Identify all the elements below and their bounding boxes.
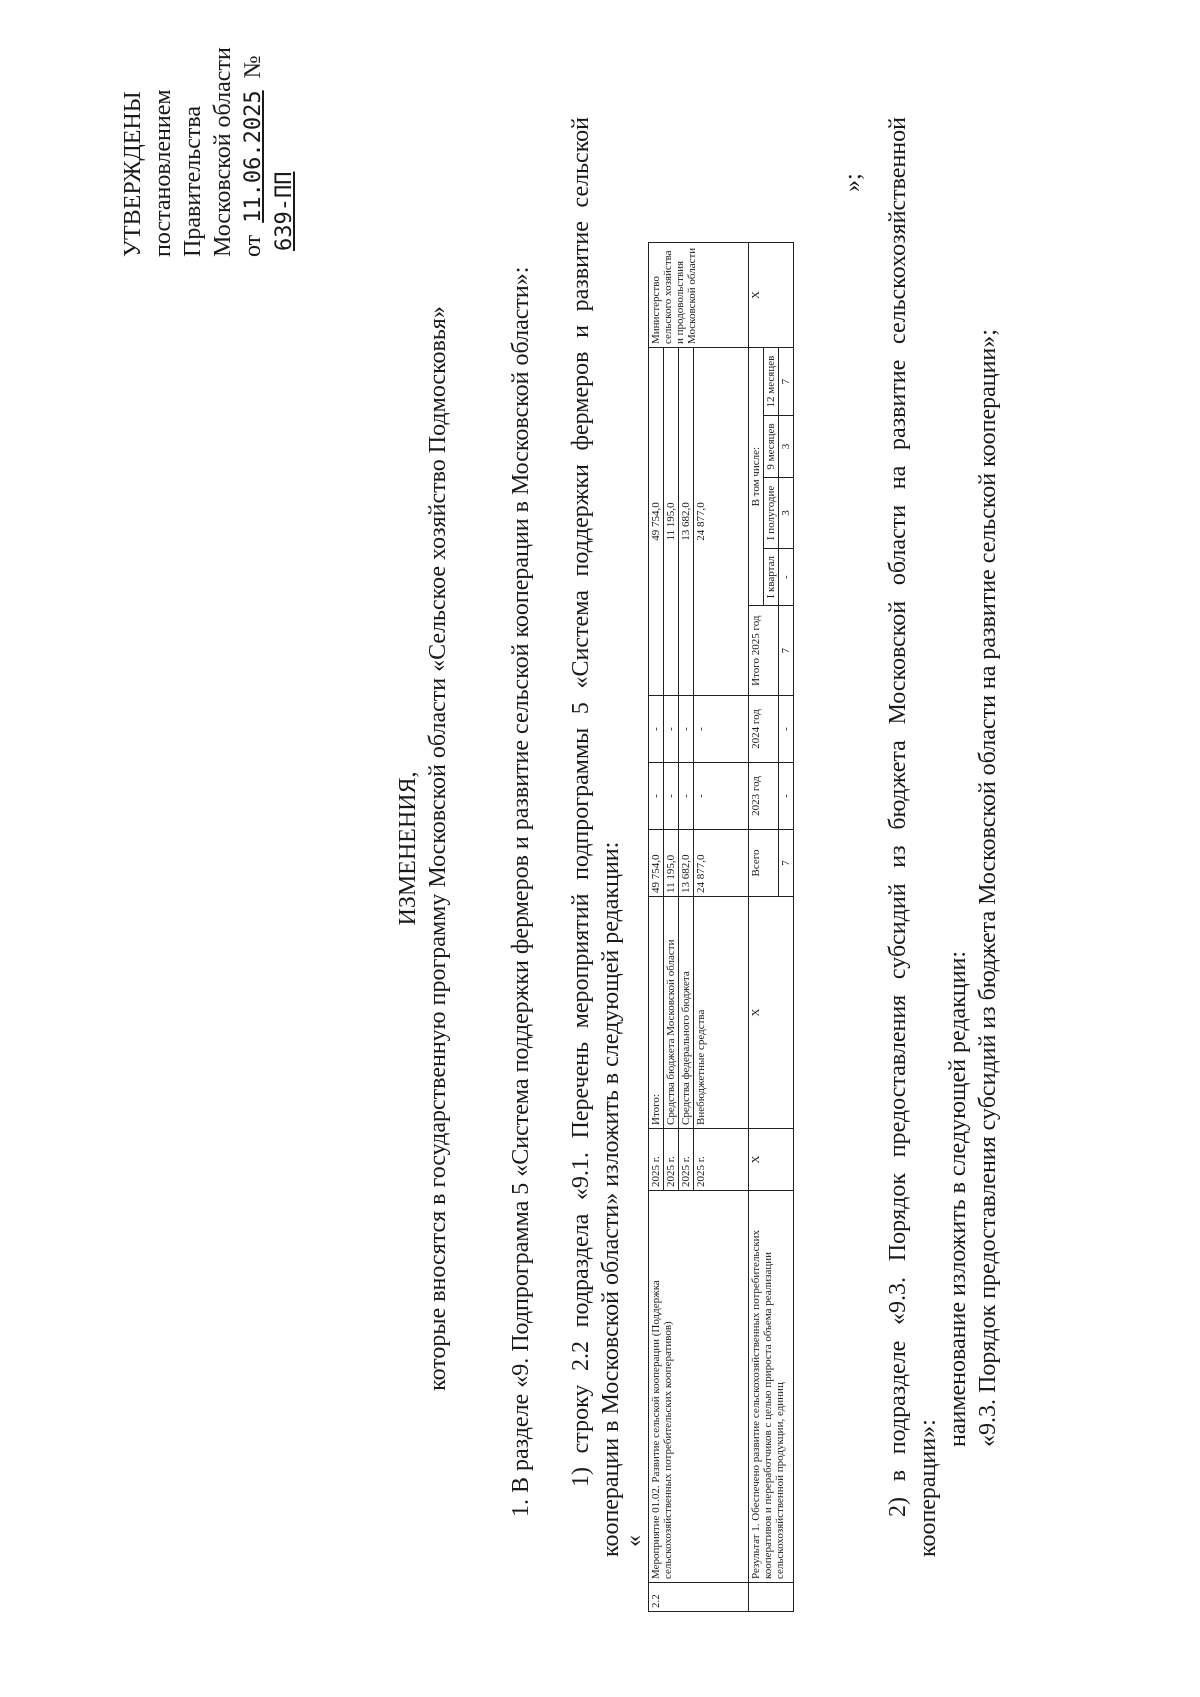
event-name: Мероприятие 01.02. Развитие сельской кооперации (Поддержка сельскохозяйственных потребительских кооперативов) — [649, 1191, 749, 1583]
cell-total: 24 877,0 — [694, 830, 749, 897]
result-text: Результат 1. Обеспечено развитие сельскохозяйственных потребительских кооперативов и переработчиков с целью прироста объема реализации сельскохозяйственной продукции, единиц — [749, 1191, 794, 1583]
value-12m: 7 — [779, 348, 794, 416]
paragraph-3: 2) в подразделе «9.3. Порядок предоставления субсидий из бюджета Московской области на развитие сельскохозяйственной кооперации»: — [885, 117, 941, 1557]
approval-number: 639-ПП — [272, 171, 297, 251]
header-total: Всего — [749, 830, 779, 897]
cell-year: 2025 г. — [664, 1129, 679, 1191]
approved-line1: постановлением Правительства — [150, 89, 206, 257]
cell-year: 2025 г. — [679, 1129, 694, 1191]
header-2025: Итого 2025 год — [749, 606, 779, 696]
value-h1: 3 — [779, 477, 794, 548]
approval-block — [118, 0, 300, 257]
cell-source: Итого: — [649, 897, 664, 1129]
approved-heading: УТВЕРЖДЕНЫ — [120, 91, 146, 257]
value-q1: - — [779, 549, 794, 606]
cell-2023: - — [694, 763, 749, 830]
cell-2024: - — [694, 696, 749, 763]
cell-2023: - — [649, 763, 664, 830]
cell-2024: - — [664, 696, 679, 763]
value-2024: - — [779, 696, 794, 763]
value-2023: - — [779, 763, 794, 830]
header-q1: I квартал — [764, 549, 779, 606]
cell-total: 11 195,0 — [664, 830, 679, 897]
date-prefix: от — [240, 234, 266, 257]
value-2025: 7 — [779, 606, 794, 696]
responsible: Министерство сельского хозяйства и продовольствия Московской области — [649, 243, 749, 348]
header-2023: 2023 год — [749, 763, 779, 830]
cell-source: Внебюджетные средства — [694, 897, 749, 1129]
paragraph-1: 1. В разделе «9. Подпрограмма 5 «Система поддержки фермеров и развитие сельской кооперации в Московской области»: — [508, 266, 534, 1517]
approved-date-line — [238, 0, 300, 257]
cell-2025: 49 754,0 — [649, 348, 664, 696]
cell-2024: - — [679, 696, 694, 763]
result-header-row — [749, 243, 764, 1612]
table-row — [649, 243, 664, 1612]
cell-source: Средства бюджета Московской области — [664, 897, 679, 1129]
header-including: В том числе: — [749, 348, 764, 606]
measures-table — [648, 242, 794, 1612]
cell-total: 13 682,0 — [679, 830, 694, 897]
value-total: 7 — [779, 830, 794, 897]
paragraph-5: «9.3. Порядок предоставления субсидий из бюджета Московской области на развитие сельской кооперации»; — [975, 329, 1001, 1447]
header-h1: I полугодие — [764, 477, 779, 548]
cell-total: 49 754,0 — [649, 830, 664, 897]
document-subtitle: которые вносятся в государственную программу Московской области «Сельское хозяйство Подмосковья» — [425, 306, 451, 1391]
cell-2024: - — [649, 696, 664, 763]
cell-source: Средства федерального бюджета — [679, 897, 694, 1129]
cell-2025: 24 877,0 — [694, 348, 749, 696]
row-number: 2.2 — [649, 1583, 749, 1612]
approval-date: 11.06.2025 — [241, 90, 266, 223]
quote-close: »; — [840, 173, 866, 192]
x-mark: X — [749, 1129, 794, 1191]
cell-2023: - — [679, 763, 694, 830]
document-title: ИЗМЕНЕНИЯ, — [395, 771, 421, 926]
cell-year: 2025 г. — [694, 1129, 749, 1191]
x-mark: X — [749, 243, 794, 348]
header-2024: 2024 год — [749, 696, 779, 763]
x-mark: X — [749, 897, 794, 1129]
cell-2025: 13 682,0 — [679, 348, 694, 696]
header-9m: 9 месяцев — [764, 416, 779, 478]
cell-year: 2025 г. — [649, 1129, 664, 1191]
value-9m: 3 — [779, 416, 794, 478]
quote-open: « — [621, 1535, 647, 1547]
cell-2023: - — [664, 763, 679, 830]
paragraph-2: 1) строку 2.2 подраздела «9.1. Перечень мероприятий подпрограммы 5 «Система поддержки фермеров и развитие сельской кооперации в Московской области» изложить в следующей редакции: — [568, 117, 624, 1557]
number-prefix: № — [240, 55, 266, 79]
approved-line2: Московской области — [210, 47, 236, 257]
paragraph-4: наименование изложить в следующей редакции: — [945, 950, 971, 1447]
header-12m: 12 месяцев — [764, 348, 779, 416]
cell-2025: 11 195,0 — [664, 348, 679, 696]
